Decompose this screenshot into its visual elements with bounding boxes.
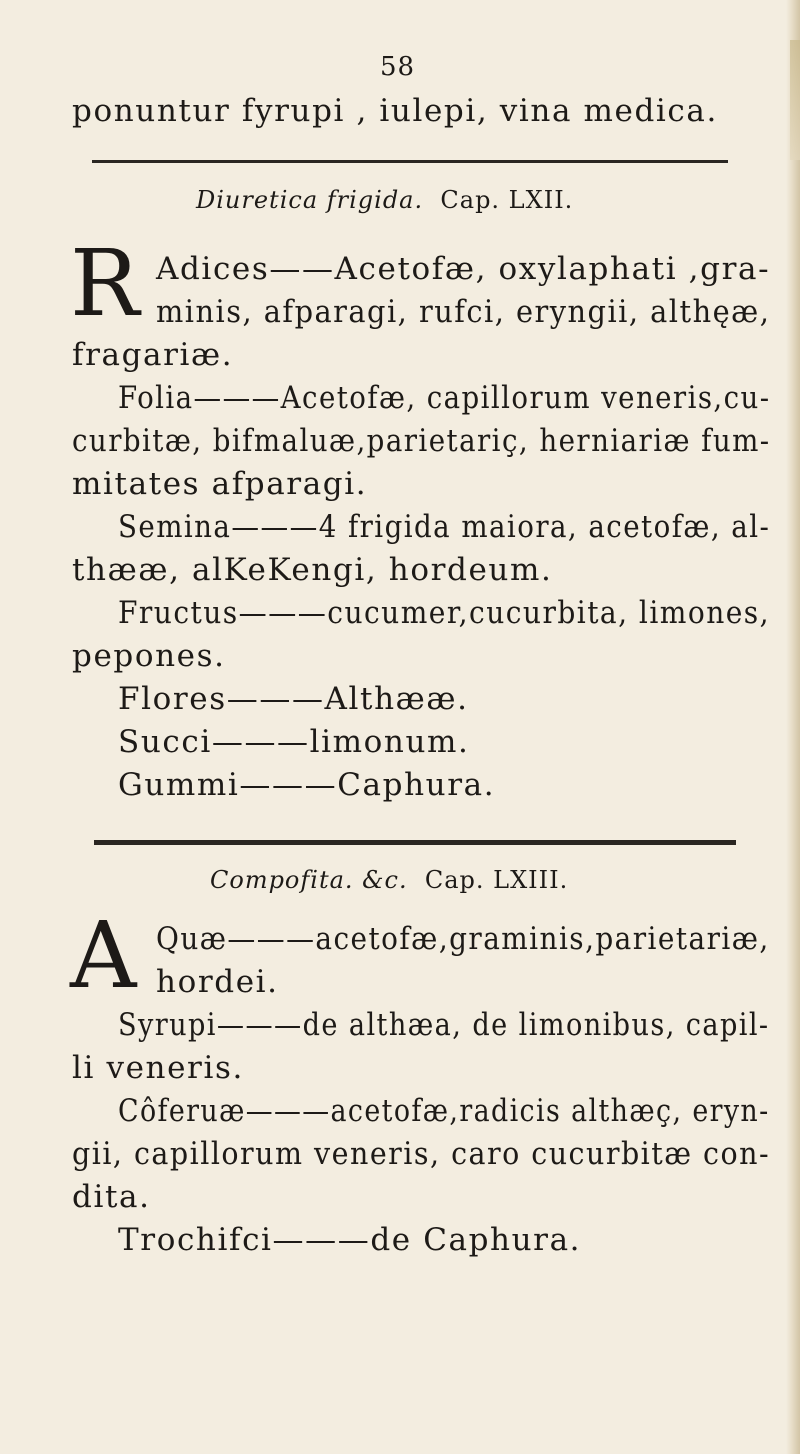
- divider-top: [92, 160, 728, 163]
- running-text: ponuntur fyrupi , iulepi, vina medica.: [72, 93, 718, 129]
- section2-line: gii, capillorum veneris, caro cucurbitæ con-: [72, 1136, 771, 1172]
- page-stain: [790, 40, 800, 160]
- section1-line: Semina———4 frigida maiora, acetofæ, al-: [118, 509, 771, 545]
- section2-line: dita.: [72, 1179, 151, 1215]
- section1-line: pepones.: [72, 638, 226, 674]
- section2-dropcap: A: [70, 902, 137, 1009]
- section1-line: Adices——Acetofæ, oxylaphati ,gra-: [156, 251, 771, 287]
- section1-dropcap: R: [70, 230, 140, 337]
- section1-line: curbitæ, bifmaluæ,parietariç, herniariæ fum-: [72, 423, 771, 459]
- section2-line: li veneris.: [72, 1050, 244, 1086]
- section2-heading-title: Compofita. &c.: [210, 866, 408, 894]
- section1-line: thææ, alKeKengi, hordeum.: [72, 552, 553, 588]
- section1-line: Succi———limonum.: [118, 724, 470, 760]
- section1-line: Flores———Althææ.: [118, 681, 469, 717]
- section2-line: Syrupi———de althæa, de limonibus, capil-: [118, 1007, 770, 1043]
- section1-line: Gummi———Caphura.: [118, 767, 496, 803]
- divider-middle: [94, 840, 736, 845]
- section1-heading-title: Diuretica frigida.: [196, 186, 424, 214]
- section2-line: Côferuæ———acetofæ,radicis althæç, eryn-: [118, 1093, 770, 1129]
- section1-line: fragariæ.: [72, 337, 234, 373]
- section2-heading: [210, 866, 568, 894]
- section1-line: Folia———Acetofæ, capillorum veneris,cu-: [118, 380, 771, 416]
- section1-line: minis, afparagi, rufci, eryngii, althęæ,: [156, 294, 771, 330]
- page-number: 58: [380, 52, 416, 82]
- section2-heading-cap: Cap. LXIII.: [424, 866, 569, 894]
- section1-heading: [196, 186, 573, 214]
- section2-line: hordei.: [156, 964, 279, 1000]
- section1-line: Fructus———cucumer,cucurbita, limones,: [118, 595, 771, 631]
- section2-line: Quæ———acetofæ,graminis,parietariæ,: [156, 921, 770, 957]
- section1-line: mitates afparagi.: [72, 466, 368, 502]
- section2-line: Trochifci———de Caphura.: [118, 1222, 582, 1258]
- page-edge: [786, 0, 800, 1454]
- section1-heading-cap: Cap. LXII.: [440, 186, 574, 214]
